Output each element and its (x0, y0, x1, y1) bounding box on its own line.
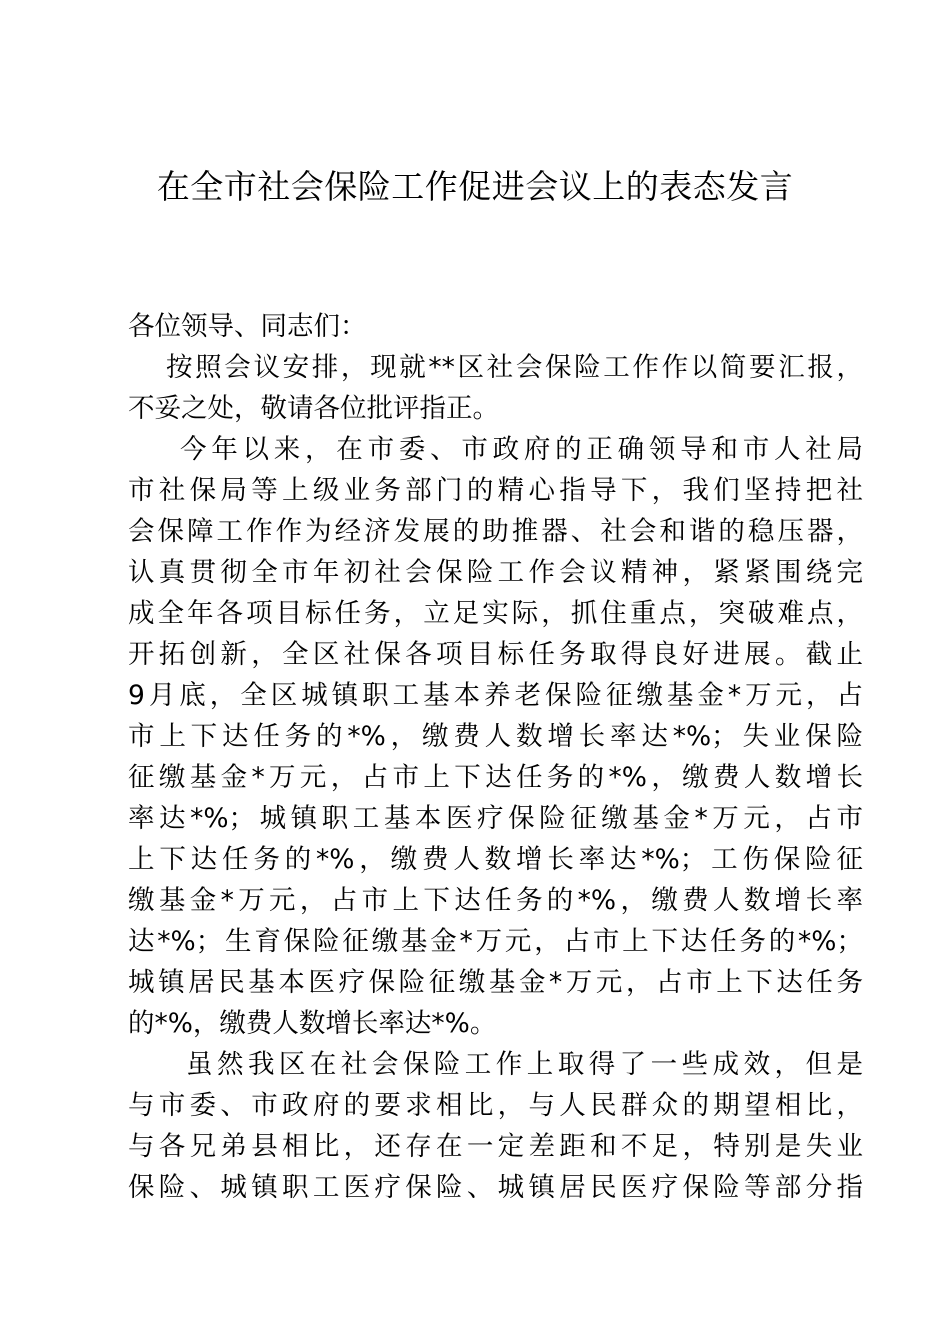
paragraph-line: 上下达任务的*%，缴费人数增长率达*%；工伤保险征 (128, 844, 863, 875)
paragraph-3 (128, 1044, 863, 1208)
paragraph-line: 不妥之处，敬请各位批评指正。 (128, 393, 499, 424)
paragraph-line: 与市委、市政府的要求相比，与人民群众的期望相比， (128, 1090, 863, 1121)
paragraph-line: 缴基金*万元，占市上下达任务的*%，缴费人数增长率 (128, 885, 863, 916)
paragraph-line: 保险、城镇职工医疗保险、城镇居民医疗保险等部分指 (128, 1172, 863, 1203)
paragraph-2 (128, 429, 863, 1044)
paragraph-line: 与各兄弟县相比，还存在一定差距和不足，特别是失业 (128, 1131, 863, 1162)
paragraph-line: 虽然我区在社会保险工作上取得了一些成效，但是 (186, 1049, 863, 1080)
paragraph-line: 成全年各项目标任务，立足实际，抓住重点，突破难点， (128, 598, 863, 629)
paragraph-line: 认真贯彻全市年初社会保险工作会议精神，紧紧围绕完 (128, 557, 863, 588)
paragraph-line: 开拓创新，全区社保各项目标任务取得良好进展。截止 (128, 639, 863, 670)
paragraph-line: 的*%，缴费人数增长率达*%。 (128, 1008, 497, 1039)
paragraph-line: 市社保局等上级业务部门的精心指导下，我们坚持把社 (128, 475, 863, 506)
document-title: 在全市社会保险工作促进会议上的表态发言 (156, 167, 794, 206)
paragraph-line: 市上下达任务的*%，缴费人数增长率达*%；失业保险 (128, 721, 863, 752)
paragraph-line: 今年以来，在市委、市政府的正确领导和市人社局 (180, 434, 863, 465)
paragraph-1 (128, 347, 863, 429)
paragraph-line: 按照会议安排，现就**区社会保险工作作以简要汇报， (166, 352, 863, 383)
paragraph-line: 城镇居民基本医疗保险征缴基金*万元，占市上下达任务 (128, 967, 863, 998)
paragraph-line: 9月底，全区城镇职工基本养老保险征缴基金*万元，占 (128, 680, 863, 711)
paragraph-line: 征缴基金*万元，占市上下达任务的*%，缴费人数增长 (128, 762, 863, 793)
paragraph-line: 达*%；生育保险征缴基金*万元，占市上下达任务的*%； (128, 926, 863, 957)
salutation: 各位领导、同志们： (128, 311, 367, 342)
paragraph-line: 会保障工作作为经济发展的助推器、社会和谐的稳压器， (128, 516, 863, 547)
document-body (128, 306, 863, 1208)
paragraph-line: 率达*%；城镇职工基本医疗保险征缴基金*万元，占市 (128, 803, 863, 834)
